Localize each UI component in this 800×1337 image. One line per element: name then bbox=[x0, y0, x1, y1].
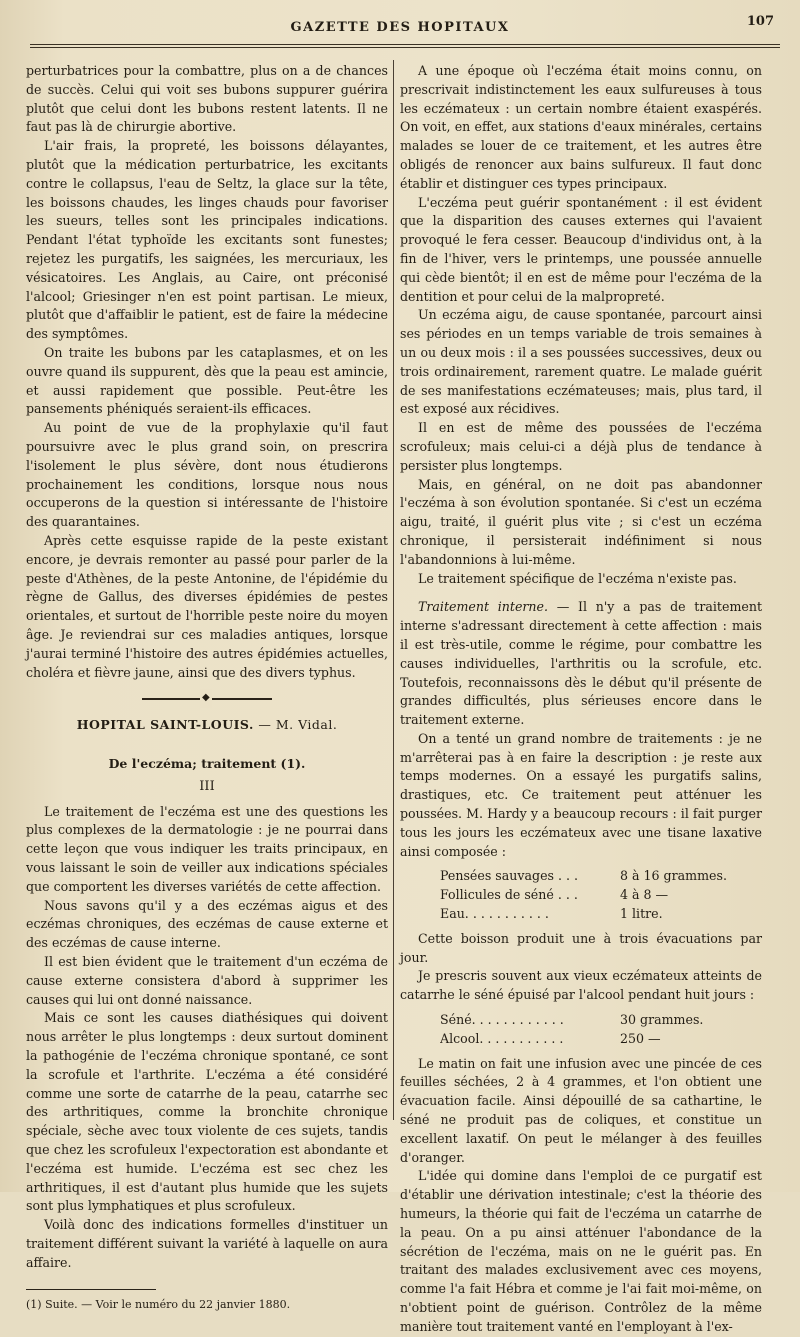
paragraph: L'air frais, la propreté, les boissons délayantes, plutôt que la médication perturbatrice, les excitants contre le collapsus, l'eau de Seltz, la glace sur la tête, les boissons chaudes, les linges chauds pour favoriser les sueurs, telles sont les principales indications. Pendant l'état typhoïde les excitants sont funestes; rejetez les purgatifs, les saignées, les mercuriaux, les vésicatoires. Les Anglais, au Caire, ont préconisé l'alcool; Griesinger n'en est point partisan. Le mieux, plutôt que d'affaiblir le patient, est de faire la médecine des symptômes. bbox=[26, 138, 388, 342]
hospital-heading bbox=[26, 716, 388, 735]
paragraph: Le traitement spécifique de l'eczéma n'existe pas. bbox=[418, 570, 737, 586]
paragraph: On a tenté un grand nombre de traitements : je ne m'arrêterai pas à en faire la description : je reste aux temps modernes. On a essayé les purgatifs salins, drastiques, etc. Ce traitement peut atténuer les poussées. M. Hardy y a beaucoup recours : il fait purger tous les jours les eczémateux avec une tisane laxative ainsi composée : bbox=[400, 730, 762, 859]
page-number: 107 bbox=[746, 14, 774, 29]
paragraph bbox=[400, 598, 762, 730]
page-header bbox=[20, 12, 780, 52]
paragraph: Mais, en général, on ne doit pas abandonner l'eczéma à son évolution spontanée. Si c'est un eczéma aigu, traité, il guérit plus vite ; si c'est un eczéma chronique, il persisterait indéfiniment si nous l'abandonnions à lui-même. bbox=[400, 476, 762, 567]
recipe-row bbox=[440, 1011, 740, 1030]
ingredient-quantity: 8 à 16 grammes. bbox=[620, 868, 727, 884]
ingredient-name: Follicules de séné . . . bbox=[440, 887, 578, 903]
paragraph: Nous savons qu'il y a des eczémas aigus et des eczémas chroniques, des eczémas de cause externe et des eczémas de cause interne. bbox=[26, 897, 388, 951]
running-title: GAZETTE DES HOPITAUX bbox=[290, 20, 510, 35]
paragraph: Après cette esquisse rapide de la peste existant encore, je devrais remonter au passé pour parler de la peste d'Athènes, de la peste Antonine, de l'épidémie du règne de Gallus, des diverses épidémies de pestes orientales, et surtout de l'horrible peste noire du moyen âge. Je reviendrai sur ces maladies antiques, lorsque j'aurai terminé l'histoire des autres épidémies actuelles, choléra et fièvre jaune, ainsi que des divers typhus. bbox=[26, 532, 388, 680]
paragraph: Je prescris souvent aux vieux eczémateux atteints de catarrhe le séné épuisé par l'alcool pendant huit jours : bbox=[400, 968, 762, 1003]
paragraph: Au point de vue de la prophylaxie qu'il faut poursuivre avec le plus grand soin, on prescrira l'isolement le plus sévère, dont nous étudierons prochainement les conditions, lorsque nous nous occuperons de la question si intéressante de l'histoire des quarantaines. bbox=[26, 420, 388, 530]
paragraph: Mais ce sont les causes diathésiques qui doivent nous arrêter le plus longtemps : deux surtout dominent la pathogénie de l'eczéma chronique spontané, ce sont la scrofule et l'arthrite. L'eczéma a été considéré comme une sorte de catarrhe de la peau, catarrhe sec des arthritiques, comme la bronchite chronique spéciale, sèche avec toux violente de ces sujets, tandis que chez les scrofuleux l'expectoration est abondante et l'eczéma est humide. L'eczéma est sec chez les arthritiques, il est d'autant plus humide que les sujets sont plus lymphatiques et plus scrofuleux. bbox=[26, 1010, 388, 1214]
paragraph: L'idée qui domine dans l'emploi de ce purgatif est d'établir une dérivation intestinale; c'est la théorie des humeurs, la théorie qui fait de l'eczéma un catarrhe de la peau. On a pu ainsi atténuer l'abondance de la sécrétion de l'eczéma, mais on ne le guérit pas. En traitant des malades exclusivement avec ces moyens, comme l'a fait Hébra et comme je l'ai fait moi-même, on n'obtient point de guérison. Contrôlez de la même manière tout traitement vanté en l'employant à l'ex- bbox=[400, 1168, 762, 1334]
part-numeral: III bbox=[199, 778, 215, 794]
ingredient-quantity: 250 — bbox=[620, 1030, 661, 1046]
paragraph: Le matin on fait une infusion avec une pincée de ces feuilles séchées, 2 à 4 grammes, et l'on obtient une évacuation facile. Ainsi dépouillé de sa cathartine, le séné ne produit pas de coliques, et constitue un excellent laxatif. On peut le mélanger à des feuilles d'oranger. bbox=[400, 1055, 762, 1165]
footnote-rule bbox=[26, 1289, 156, 1290]
paragraph: Cette boisson produit une à trois évacuations par jour. bbox=[400, 930, 762, 965]
paragraph: Voilà donc des indications formelles d'instituer un traitement différent suivant la variété à laquelle on aura affaire. bbox=[26, 1217, 388, 1270]
article-title: De l'eczéma; traitement (1). bbox=[108, 756, 306, 772]
paragraph: Le traitement de l'eczéma est une des questions les plus complexes de la dermatologie : je ne pourrai dans cette leçon que vous indiquer les traits principaux, en vous laissant le soin de veiller aux indications spéciales que comportent les diverses variétés de cette affection. bbox=[26, 803, 388, 894]
paragraph: On traite les bubons par les cataplasmes, et on les ouvre quand ils suppurent, dès que la peau est amincie, et aussi rapidement que possible. Peut-être les pansements phéniqués seraient-ils efficaces. bbox=[26, 344, 388, 417]
paragraph: perturbatrices pour la combattre, plus on a de chances de succès. Celui qui voit ses bubons suppurer guérira plutôt que celui dont les bubons restent latents. Il ne faut pas là de chirurgie abortive. bbox=[26, 63, 388, 135]
recipe-list-2 bbox=[440, 1011, 740, 1049]
ingredient-quantity: 1 litre. bbox=[620, 906, 663, 922]
paragraph-text: — Il n'y a pas de traitement interne s'adressant directement à cette affection : mais il est très-utile, comme le régime, pour combattre les causes individuelles, l'arthritis ou la scrofule, etc. Toutefois, reconnaissons dès le début qu'il présente de grandes difficultés, plus sérieuses encore dans le traitement externe. bbox=[400, 599, 763, 728]
paragraph: L'eczéma peut guérir spontanément : il est évident que la disparition des causes externes qui l'avaient provoqué le fera cesser. Beaucoup d'individus ont, à la fin de l'hiver, vers le printemps, une poussée annuelle qui cède bientôt; il en est de même pour l'eczéma de la dentition et pour celui de la malpropreté. bbox=[400, 194, 762, 304]
footnote: (1) Suite. — Voir le numéro du 22 janvier 1880. bbox=[26, 1297, 291, 1311]
recipe-row bbox=[440, 905, 740, 924]
paragraph: Un eczéma aigu, de cause spontanée, parcourt ainsi ses périodes en un temps variable de trois semaines à un ou deux mois : il a ses poussées successives, deux ou trois ordinairement, rarement quatre. Le malade guérit de ses manifestations eczémateuses; mais, plus tard, il est exposé aux récidives. bbox=[400, 307, 762, 417]
header-rule bbox=[30, 44, 780, 45]
paragraph: Il est bien évident que le traitement d'un eczéma de cause externe consistera d'abord à supprimer les causes qui lui ont donné naissance. bbox=[26, 954, 388, 1007]
header-rule-double bbox=[30, 47, 780, 48]
column-divider bbox=[393, 60, 394, 1120]
hospital-name: HOPITAL SAINT-LOUIS. bbox=[76, 717, 254, 733]
recipe-row bbox=[440, 886, 740, 905]
section-separator bbox=[142, 694, 272, 702]
subsection-lead: Traitement interne. bbox=[418, 599, 548, 615]
paragraph: A une époque où l'eczéma était moins connu, on prescrivait indistinctement les eaux sulfureuses à tous les eczémateux : un certain nombre étaient exaspérés. On voit, en effet, aux stations d'eaux minérales, certains malades se louer de ce traitement, et les autres être obligés de renoncer aux bains sulfureux. Il faut donc établir et distinguer ces types principaux. bbox=[400, 63, 762, 191]
ingredient-quantity: 30 grammes. bbox=[620, 1012, 704, 1028]
right-column bbox=[400, 62, 762, 1337]
recipe-row bbox=[440, 1030, 740, 1049]
lecturer-name: — M. Vidal. bbox=[253, 717, 338, 733]
ingredient-quantity: 4 à 8 — bbox=[620, 887, 669, 903]
recipe-list-1 bbox=[440, 867, 740, 923]
ingredient-name: Alcool. . . . . . . . . . . bbox=[440, 1030, 564, 1046]
ingredient-name: Séné. . . . . . . . . . . . bbox=[440, 1012, 564, 1028]
ingredient-name: Eau. . . . . . . . . . . bbox=[440, 906, 549, 922]
ingredient-name: Pensées sauvages . . . bbox=[440, 868, 579, 884]
left-column bbox=[26, 62, 388, 1314]
paragraph: Il en est de même des poussées de l'eczéma scrofuleux; mais celui-ci a déjà plus de tendance à persister plus longtemps. bbox=[400, 420, 762, 473]
spacer bbox=[400, 588, 762, 598]
recipe-row bbox=[440, 867, 740, 886]
